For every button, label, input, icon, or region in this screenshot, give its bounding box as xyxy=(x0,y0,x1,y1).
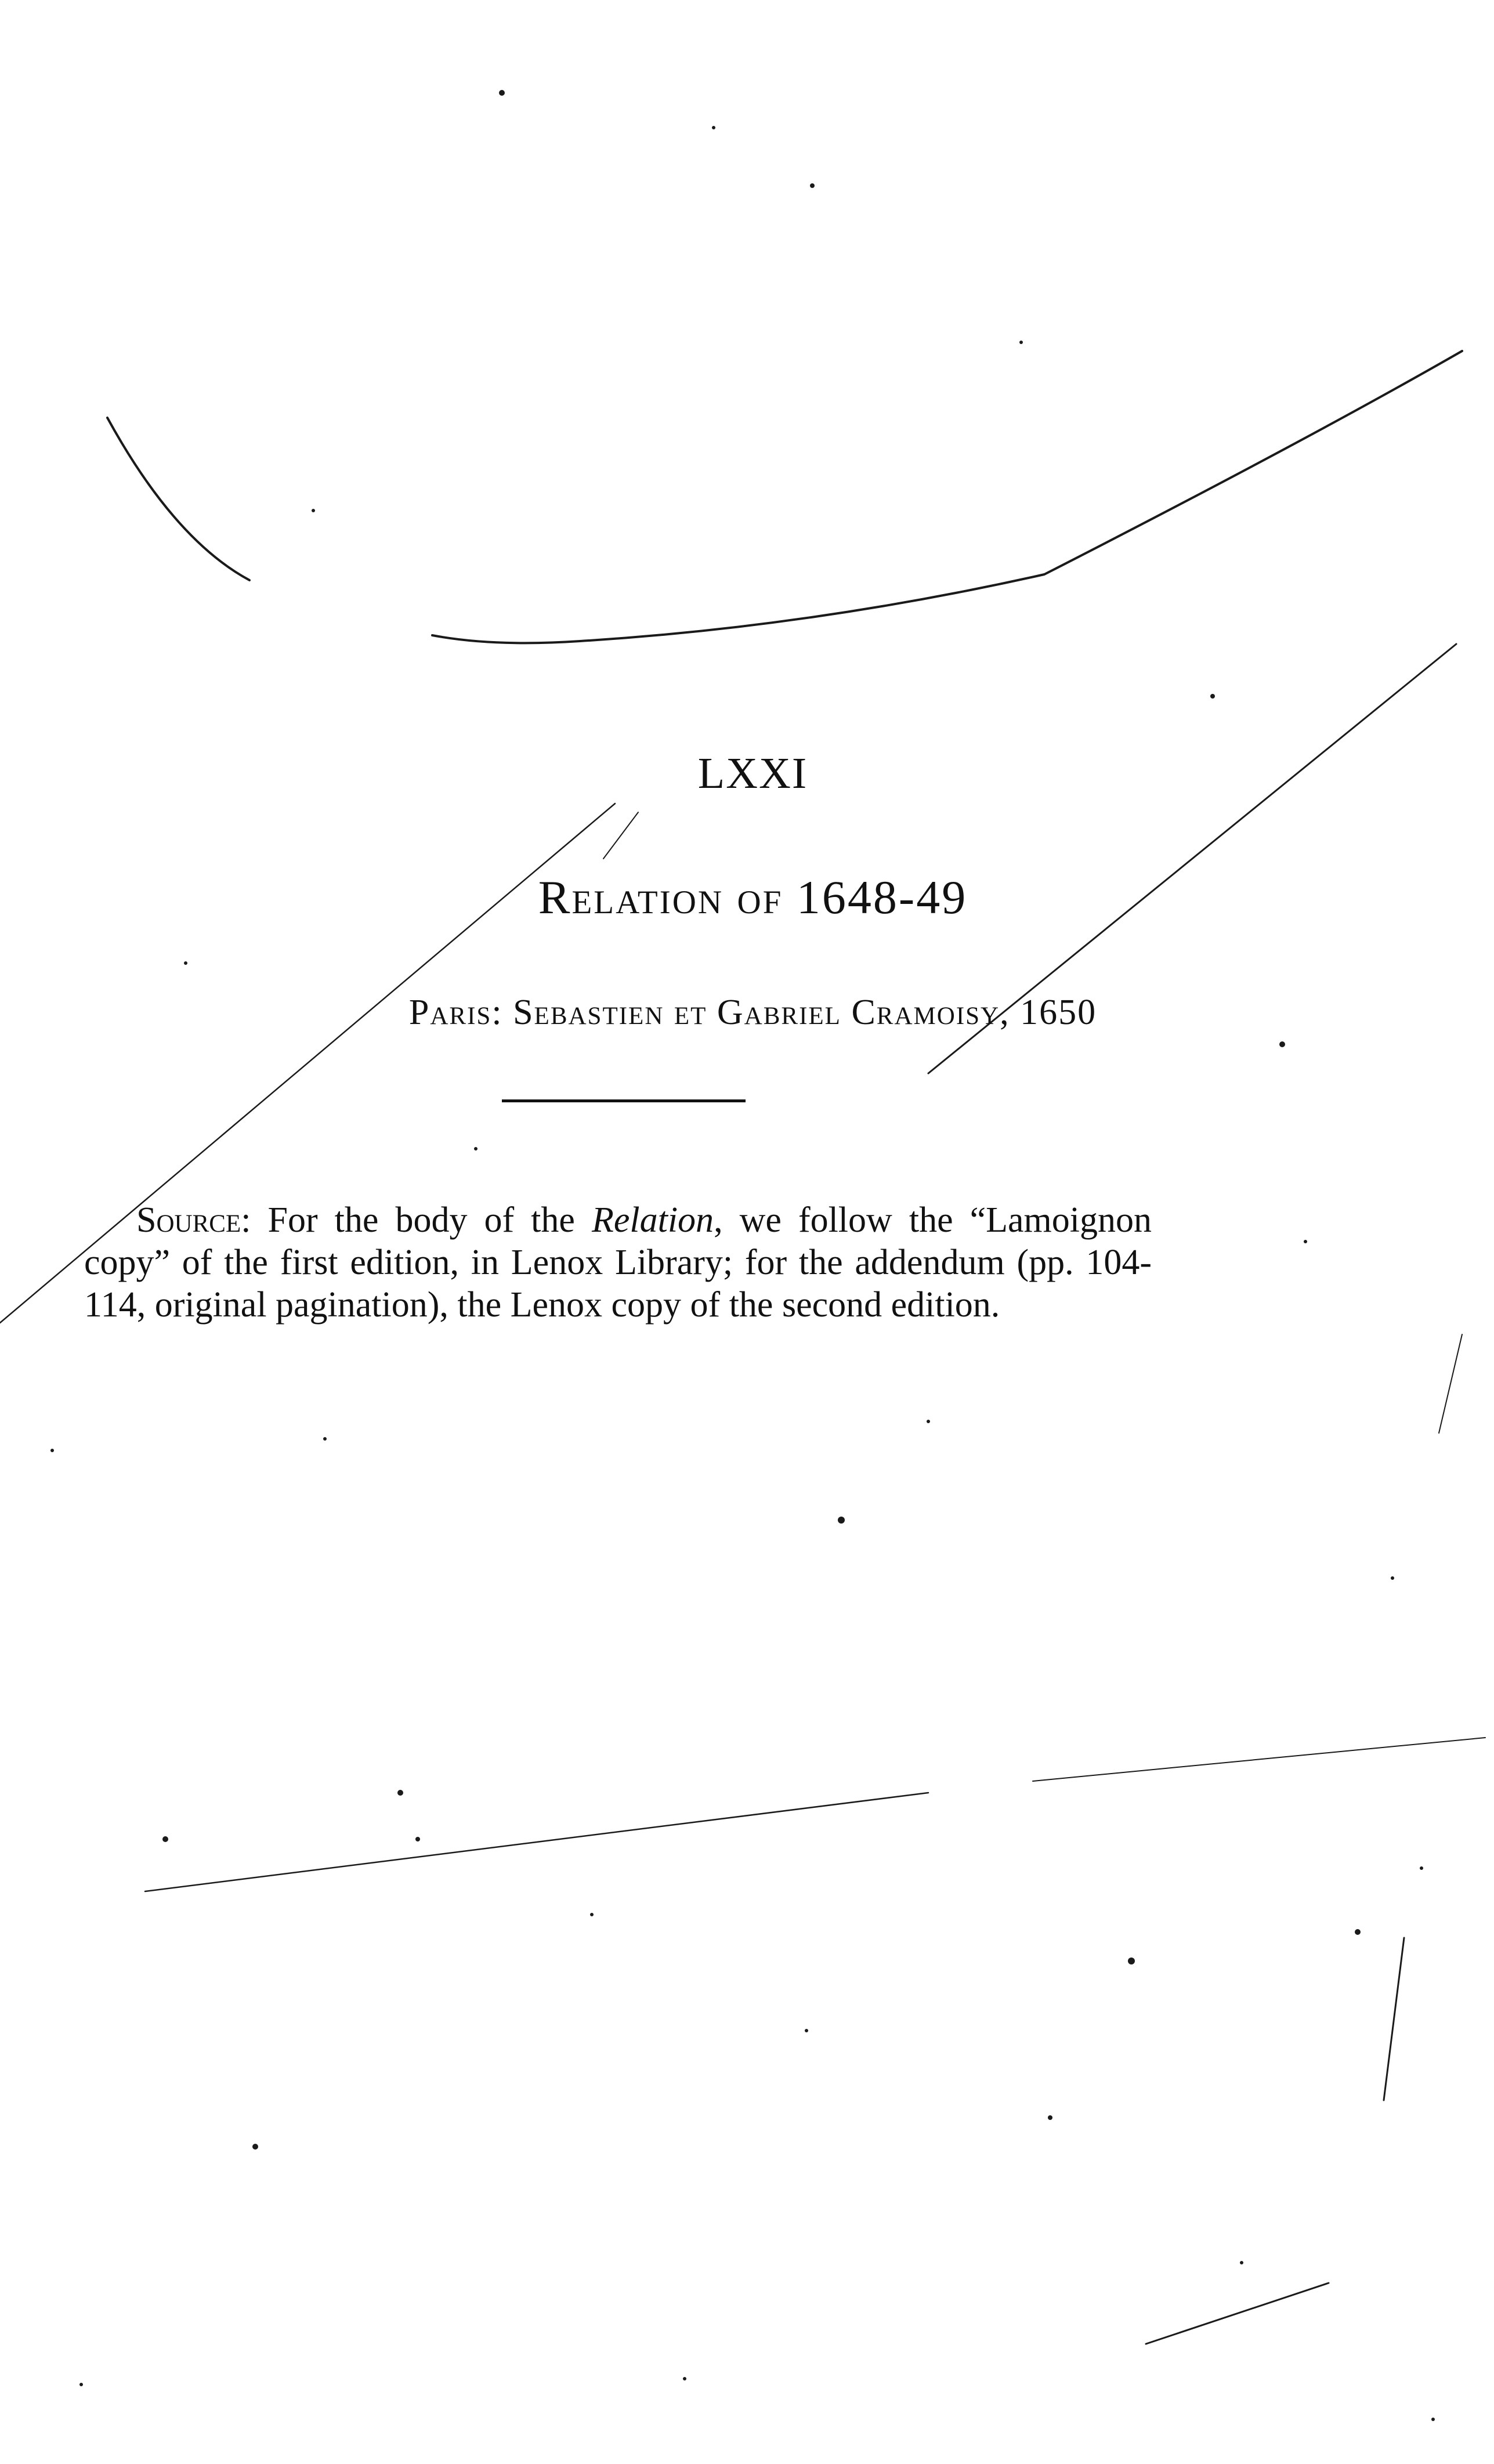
chapter-title: Relation of 1648-49 xyxy=(538,871,968,924)
source-label: Source: xyxy=(136,1200,251,1240)
source-italic-title: Relation xyxy=(591,1200,714,1240)
source-text-before: For the body of the xyxy=(251,1200,592,1240)
source-note xyxy=(84,1199,1152,1326)
divider-rule xyxy=(502,1099,746,1102)
chapter-number: LXXI xyxy=(697,749,808,798)
source-text-after: , we follow the “Lamoignon copy” of the first edition, in Lenox Library; for the addendum (pp. 104-114, original pagination), the Lenox copy of the second edition. xyxy=(84,1200,1152,1325)
imprint: Paris: Sebastien et Gabriel Cramoisy, 1650 xyxy=(408,993,1097,1032)
